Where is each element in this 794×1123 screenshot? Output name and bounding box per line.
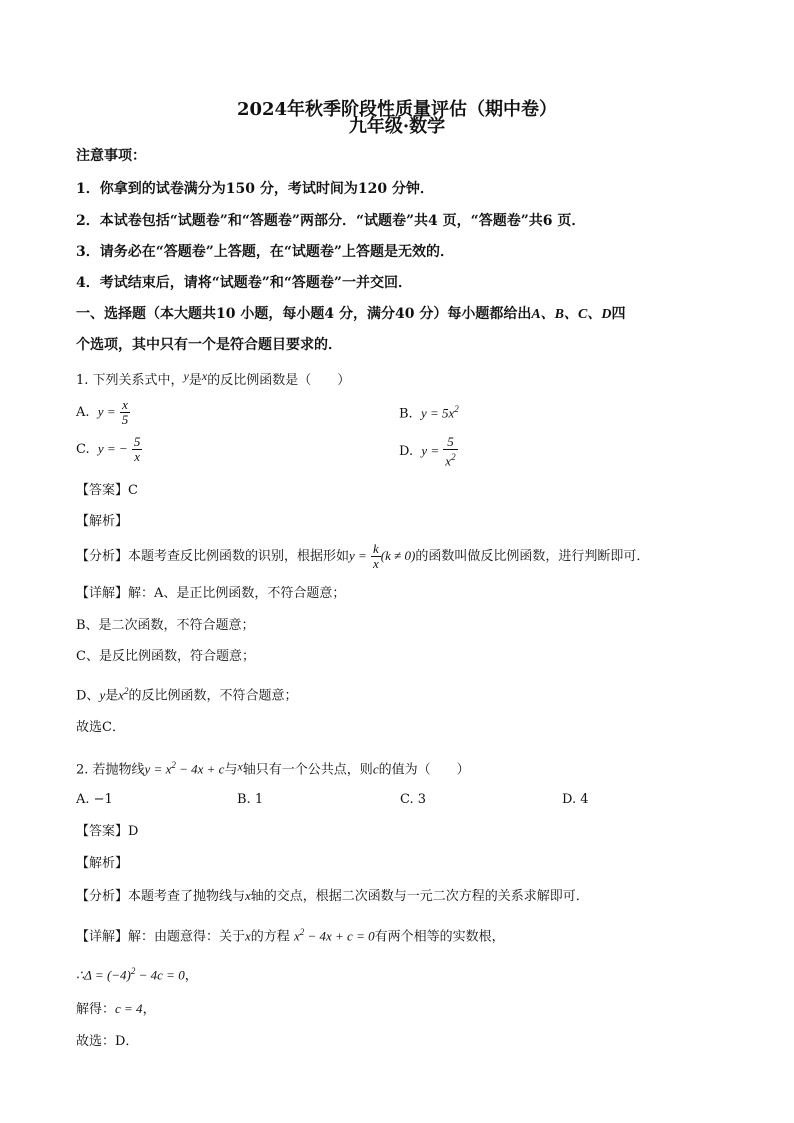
math-expr: y = — [97, 404, 116, 419]
fraction-denominator: 5 — [121, 412, 129, 427]
q1-var-y: y — [99, 687, 106, 703]
q1-option-c — [76, 435, 142, 464]
exam-title: 2024年秋季阶段性质量评估（期中卷） — [236, 99, 558, 120]
exponent: 2 — [451, 452, 456, 462]
q1-detail-1: 【详解】解：A、是正比例函数，不符合题意； — [76, 586, 346, 601]
math-expr: − 4x + c — [175, 761, 225, 777]
q1-option-b — [399, 404, 459, 421]
punctuation: ， — [142, 1002, 156, 1017]
exponent: 2 — [454, 404, 459, 414]
q1-detail-2: B、是二次函数，不符合题意； — [76, 618, 255, 633]
punctuation: ， — [184, 968, 198, 984]
exponent: 2 — [299, 927, 305, 937]
q2-detail-text: 的方程 — [250, 929, 290, 945]
q2-stem-text: 的值为（ ） — [378, 762, 470, 778]
fraction-numerator: k — [372, 541, 379, 556]
q1-stem-part: 的反比例函数是（ ） — [207, 373, 351, 388]
q1-stem-part: 是 — [188, 373, 202, 388]
q1-fenxi — [76, 538, 649, 575]
q2-fenxi — [76, 887, 589, 906]
math-expr: c = 4 — [115, 1001, 143, 1016]
q2-var-x: x — [245, 888, 251, 903]
q1-detail-4 — [76, 682, 298, 705]
note-item-1: 1．你拿到的试卷满分为150 分，考试时间为120 分钟． — [76, 181, 434, 197]
q1-answer: 【答案】C — [76, 483, 138, 498]
fraction — [371, 542, 381, 571]
q1-detail-text: 的反比例函数，不符合题意； — [128, 688, 298, 704]
math-expr: y = — [349, 548, 367, 563]
section-option-letters: A、B、C、D — [531, 307, 612, 322]
math-expr: ∴Δ = (−4) — [76, 967, 131, 983]
math-expr: − 4x + c = 0 — [304, 928, 375, 944]
note-item-2: 2．本试卷包括“试题卷”和“答题卷”两部分．“试题卷”共4 页，“答题卷”共6 页． — [76, 213, 586, 229]
q2-solve-text: 解得： — [76, 1002, 116, 1017]
math-condition: (k ≠ 0) — [380, 548, 416, 563]
q2-detail-text: 有两个相等的实数根， — [374, 929, 505, 945]
option-label: C. — [76, 442, 90, 457]
q1-option-a — [76, 398, 130, 427]
q1-detail-text: 是 — [105, 688, 119, 704]
q2-delta — [76, 962, 198, 985]
q2-solve — [76, 1000, 156, 1019]
q2-analysis-tag: 【解析】 — [76, 856, 129, 871]
q1-detail-3: C、是反比例函数，符合题意； — [76, 649, 255, 664]
q2-detail — [76, 923, 505, 946]
q2-option-d: D. 4 — [562, 792, 589, 807]
math-expr: y = − — [97, 441, 128, 456]
q2-var-x: x — [245, 928, 251, 944]
q2-answer: 【答案】D — [76, 824, 139, 839]
q2-option-c: C. 3 — [400, 792, 427, 807]
note-item-4: 4．考试结束后，请将“试题卷”和“答题卷”一并交回． — [76, 275, 412, 291]
exponent: 2 — [130, 966, 136, 976]
section-heading-line1 — [76, 305, 625, 324]
section-heading-text: 一、选择题（本大题共10 小题，每小题4 分，满分40 分）每小题都给出 — [76, 306, 532, 322]
exponent: 2 — [124, 686, 129, 696]
q2-var-x: x — [237, 759, 243, 774]
option-label: A. — [76, 405, 90, 420]
q1-var-y: y — [183, 369, 189, 383]
q2-option-a: A. −1 — [76, 792, 113, 807]
math-expr: y = — [421, 443, 440, 459]
option-label: B. — [399, 406, 413, 422]
q1-stem — [76, 367, 350, 390]
notes-heading: 注意事项： — [76, 148, 146, 164]
q2-var-c: c — [372, 761, 379, 777]
q2-stem-text: 轴只有一个公共点，则 — [242, 762, 373, 778]
q2-choose: 故选：D． — [76, 1034, 139, 1049]
fraction-denominator: x — [134, 449, 140, 464]
q2-fenxi-text: 【分析】本题考查了抛物线与 — [76, 889, 246, 904]
exponent: 2 — [171, 760, 176, 770]
section-heading-end: 四 — [611, 306, 626, 322]
option-label: D. — [399, 444, 414, 460]
math-expr: x — [293, 928, 300, 944]
fraction — [132, 435, 143, 464]
q1-stem-part: 1. 下列关系式中， — [76, 373, 184, 388]
q1-detail-text: D、 — [76, 688, 100, 704]
fraction-denominator: x — [372, 556, 379, 571]
q1-choose: 故选C． — [76, 720, 125, 735]
q1-fenxi-text: 的函数叫做反比例函数，进行判断即可． — [415, 549, 650, 564]
fraction-numerator: 5 — [443, 435, 457, 450]
q1-option-d — [399, 435, 458, 468]
math-expr: y = 5x — [420, 405, 455, 421]
q1-fenxi-text: 【分析】本题考查反比例函数的识别，根据形如 — [76, 549, 350, 564]
q2-stem-text: 2. 若抛物线 — [76, 762, 145, 778]
q2-fenxi-text: 轴的交点，根据二次函数与一元二次方程的关系求解即可． — [250, 889, 589, 904]
q1-var-x: x — [118, 687, 125, 703]
note-item-3: 3．请务必在“答题卷”上答题，在“试题卷”上答题是无效的． — [76, 244, 454, 260]
fraction — [443, 435, 457, 468]
q2-detail-text: 【详解】解：由题意得：关于 — [76, 929, 246, 945]
q1-analysis-tag: 【解析】 — [76, 514, 129, 529]
q2-stem — [76, 756, 470, 779]
math-expr: − 4c = 0 — [135, 967, 185, 983]
fraction — [120, 398, 131, 427]
math-expr: y = x — [144, 761, 172, 777]
fraction-numerator: 5 — [133, 434, 141, 449]
exam-subtitle: 九年级·数学 — [348, 116, 446, 137]
fraction-numerator: x — [120, 398, 131, 413]
section-heading-line2: 个选项，其中只有一个是符合题目要求的． — [76, 337, 342, 353]
q1-var-x: x — [201, 369, 208, 383]
fraction-denominator: x — [445, 453, 452, 469]
q2-stem-text: 与 — [224, 762, 238, 778]
q2-option-b: B. 1 — [237, 792, 264, 807]
